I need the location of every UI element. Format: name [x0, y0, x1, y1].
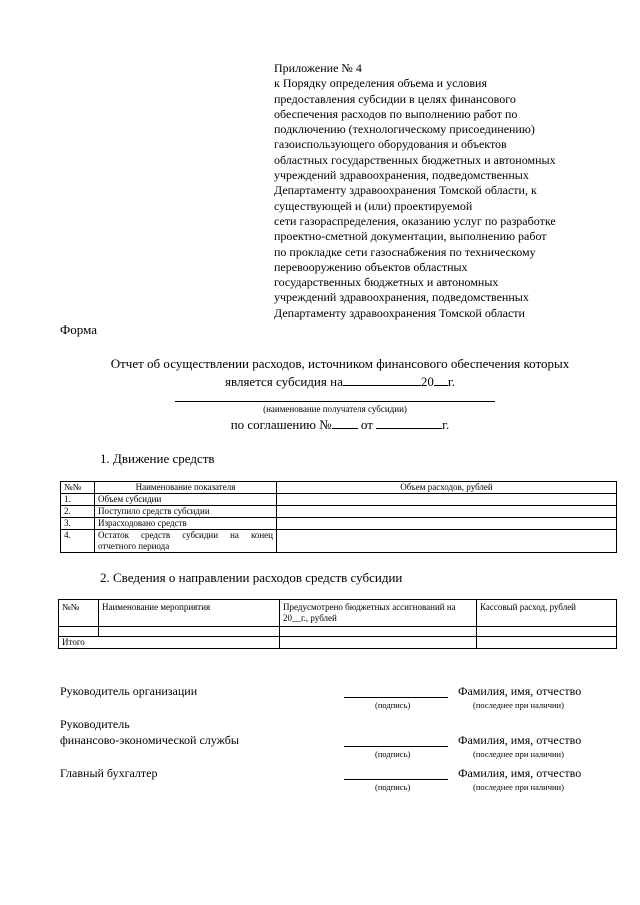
- total-cell[interactable]: [477, 637, 617, 649]
- row-name: Объем субсидии: [95, 494, 277, 506]
- fio-label: Фамилия, имя, отчество: [458, 684, 582, 698]
- row-number: 4.: [61, 530, 95, 553]
- appendix-line: Департаменту здравоохранения Томской области: [274, 305, 525, 320]
- report-title-line1: Отчет об осуществлении расходов, источником финансового обеспечения которых: [110, 356, 570, 371]
- signature-finance-line[interactable]: [344, 746, 448, 747]
- row-value[interactable]: [277, 494, 617, 506]
- agreement-number-blank: [332, 416, 358, 429]
- appendix-line: учреждений здравоохранения, подведомственных: [274, 290, 529, 305]
- table-row: [61, 530, 617, 553]
- fio-caption: (последнее при наличии): [473, 700, 564, 710]
- total-cell[interactable]: [280, 637, 477, 649]
- appendix-line: учреждений здравоохранения, подведомственных: [274, 168, 529, 183]
- appendix-line: обеспечения расходов по выполнению работ по: [274, 106, 518, 121]
- appendix-line: подключению (технологическому присоединению): [274, 122, 535, 137]
- row-value[interactable]: [277, 530, 617, 553]
- signature-finance-label-1: Руководитель: [60, 717, 130, 731]
- appendix-line: газоиспользующего оборудования и объектов: [274, 137, 507, 152]
- year-blank: [434, 373, 448, 386]
- appendix-line: перевооружению объектов областных: [274, 259, 468, 274]
- fio-caption: (последнее при наличии): [473, 749, 564, 759]
- fio-caption: (последнее при наличии): [473, 782, 564, 792]
- row-number: 1.: [61, 494, 95, 506]
- header-cell: Объем расходов, рублей: [277, 482, 617, 494]
- total-label: Итого: [59, 637, 280, 649]
- appendix-header: [274, 61, 614, 321]
- agreement-suffix: г.: [442, 417, 450, 432]
- signature-finance-label-2: финансово-экономической службы: [60, 733, 239, 747]
- section1-title: 1. Движение средств: [100, 451, 215, 466]
- header-cell: Наименование показателя: [95, 482, 277, 494]
- row-value[interactable]: [277, 506, 617, 518]
- table-row: [61, 518, 617, 530]
- header-cell: Кассовый расход, рублей: [477, 600, 617, 627]
- table-row: [61, 494, 617, 506]
- signature-accountant-line[interactable]: [344, 779, 448, 780]
- header-cell: №№: [59, 600, 99, 627]
- agreement-prefix: по соглашению №: [230, 417, 332, 432]
- signature-caption: (подпись): [375, 700, 411, 710]
- appendix-line: предоставления субсидии в целях финансового: [274, 91, 516, 106]
- appendix-line: проектно-сметной документации, выполнению работ: [274, 229, 547, 244]
- row-name: Израсходовано средств: [95, 518, 277, 530]
- row-name: Остаток средств субсидии на конец отчетного периода: [95, 530, 277, 553]
- row-number: 2.: [61, 506, 95, 518]
- report-title-year: 20: [420, 374, 434, 389]
- year-purpose-blank: [343, 373, 421, 386]
- agreement-date-blank: [376, 416, 442, 429]
- appendix-title: Приложение № 4: [274, 61, 362, 75]
- table-header-row: [61, 482, 617, 494]
- header-cell: №№: [61, 482, 95, 494]
- table-row: [61, 506, 617, 518]
- signature-caption: (подпись): [375, 749, 411, 759]
- signature-caption: (подпись): [375, 782, 411, 792]
- appendix-line: к Порядку определения объема и условия: [274, 76, 487, 91]
- appendix-line: Департаменту здравоохранения Томской области, к: [274, 183, 537, 198]
- recipient-line: [175, 401, 495, 402]
- row-name: Поступило средств субсидии: [95, 506, 277, 518]
- appendix-line: по прокладке сети газоснабжения по техническому: [274, 244, 536, 259]
- appendix-line: государственных бюджетных и автономных: [274, 275, 499, 290]
- report-title-line2: [60, 373, 620, 390]
- header-cell: Предусмотрено бюджетных ассигнований на 20__г., рублей: [280, 600, 477, 627]
- agreement-from: от: [360, 417, 373, 432]
- funds-table: [60, 481, 617, 553]
- row-cell[interactable]: [99, 627, 280, 637]
- table-row: [59, 627, 617, 637]
- appendix-line: сети газораспределения, оказанию услуг по разработке: [274, 213, 556, 228]
- row-number: 3.: [61, 518, 95, 530]
- signature-head-line[interactable]: [344, 697, 448, 698]
- report-title-prefix: является субсидия на: [225, 374, 343, 389]
- appendix-line: областных государственных бюджетных и автономных: [274, 152, 556, 167]
- form-label: Форма: [60, 322, 97, 337]
- recipient-caption: (наименование получателя субсидии): [263, 404, 407, 414]
- fio-label: Фамилия, имя, отчество: [458, 766, 582, 780]
- header-cell: Наименование мероприятия: [99, 600, 280, 627]
- section2-title: 2. Сведения о направлении расходов средств субсидии: [100, 570, 403, 585]
- signature-accountant-label: Главный бухгалтер: [60, 766, 158, 780]
- row-cell[interactable]: [59, 627, 99, 637]
- table-header-row: [59, 600, 617, 627]
- agreement-line: [60, 416, 620, 433]
- fio-label: Фамилия, имя, отчество: [458, 733, 582, 747]
- expenses-table: [58, 599, 617, 649]
- row-cell[interactable]: [280, 627, 477, 637]
- row-cell[interactable]: [477, 627, 617, 637]
- row-value[interactable]: [277, 518, 617, 530]
- signature-head-label: Руководитель организации: [60, 684, 198, 698]
- report-title-suffix: г.: [447, 374, 455, 389]
- total-row: [59, 637, 617, 649]
- appendix-line: существующей и (или) проектируемой: [274, 198, 473, 213]
